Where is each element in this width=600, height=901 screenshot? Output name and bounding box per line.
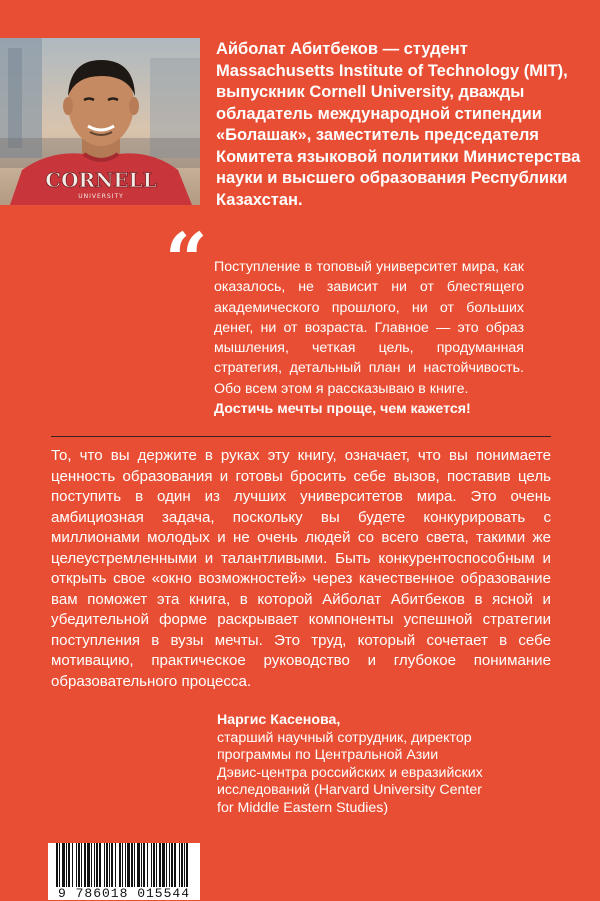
book-blurb: То, что вы держите в руках эту книгу, означает, что вы понимаете ценность образования и готовы бросить себе вызов, поставив цель поступить в один из лучших университетов мира. Это очень амбициозная задача, поскольку вы будете конкурировать с миллионами молодых и не очень людей со всего света, такими же целеустремленными и талантливыми. Быть конкурентоспособным и открыть свое «окно возможностей» через качественное образование вам поможет эта книга, в которой Айболат Абитбеков в ясной и убедительной форме раскрывает компоненты успешной стратегии поступления в вузы мечты. Это труд, который сочетает в себе мотивацию, практическое руководство и глубокое понимание образовательного процесса. — [51, 447, 551, 690]
isbn-barcode — [48, 843, 200, 900]
reviewer-role: старший научный сотрудник, директор программы по Центральной Азии Дэвис-центра российских и евразийских исследований (Harvard University Center for Middle Eastern Studies) — [217, 729, 483, 816]
quote-mark-icon: “ — [165, 218, 208, 304]
quote-emphasis: Достичь мечты проще, чем кажется! — [214, 401, 471, 418]
reviewer-signature — [217, 712, 547, 817]
author-portrait-image — [0, 38, 200, 205]
author-photo — [0, 38, 200, 205]
shirt-text: CORNELL — [45, 168, 157, 192]
barcode-digits: 9 786018 015544 — [57, 886, 191, 901]
reviewer-name: Наргис Касенова, — [217, 712, 341, 728]
quote-body: Поступление в топовый университет мира, как оказалось, не зависит ни от блестящего академического прошлого, ни от больших денег, ни от возраста. Главное — это образ мышления, четкая цель, продуманная стратегия, детальный план и настойчивость. Обо всем этом я рассказываю в книге. — [214, 259, 524, 397]
shirt-subtext: UNIVERSITY — [78, 193, 124, 200]
author-bio: Айболат Абитбеков — студент Massachusetts Institute of Technology (MIT), выпускник Cornell University, дважды обладатель международной стипендии «Болашак», заместитель председателя Комитета языковой политики Министерства науки и высшего образования Республики Казахстан. — [216, 40, 581, 209]
author-quote — [214, 257, 524, 419]
barcode-bars — [54, 843, 194, 887]
divider — [51, 436, 551, 437]
